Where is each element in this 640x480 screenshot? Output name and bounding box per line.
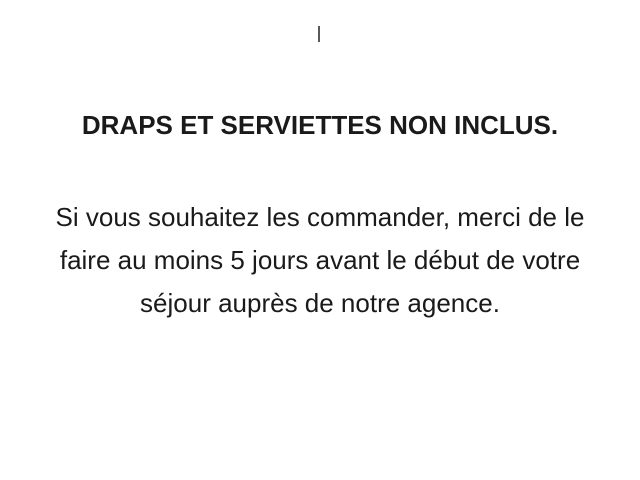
notice-body-line: faire au moins 5 jours avant le début de votre <box>59 245 581 275</box>
notice-heading: DRAPS ET SERVIETTES NON INCLUS. <box>81 110 559 140</box>
text-cursor-mark <box>318 26 320 42</box>
notice-body-line: Si vous souhaitez les commander, merci de le <box>55 202 585 232</box>
notice-body-line: séjour auprès de notre agence. <box>140 288 500 318</box>
notice-body <box>0 196 640 325</box>
